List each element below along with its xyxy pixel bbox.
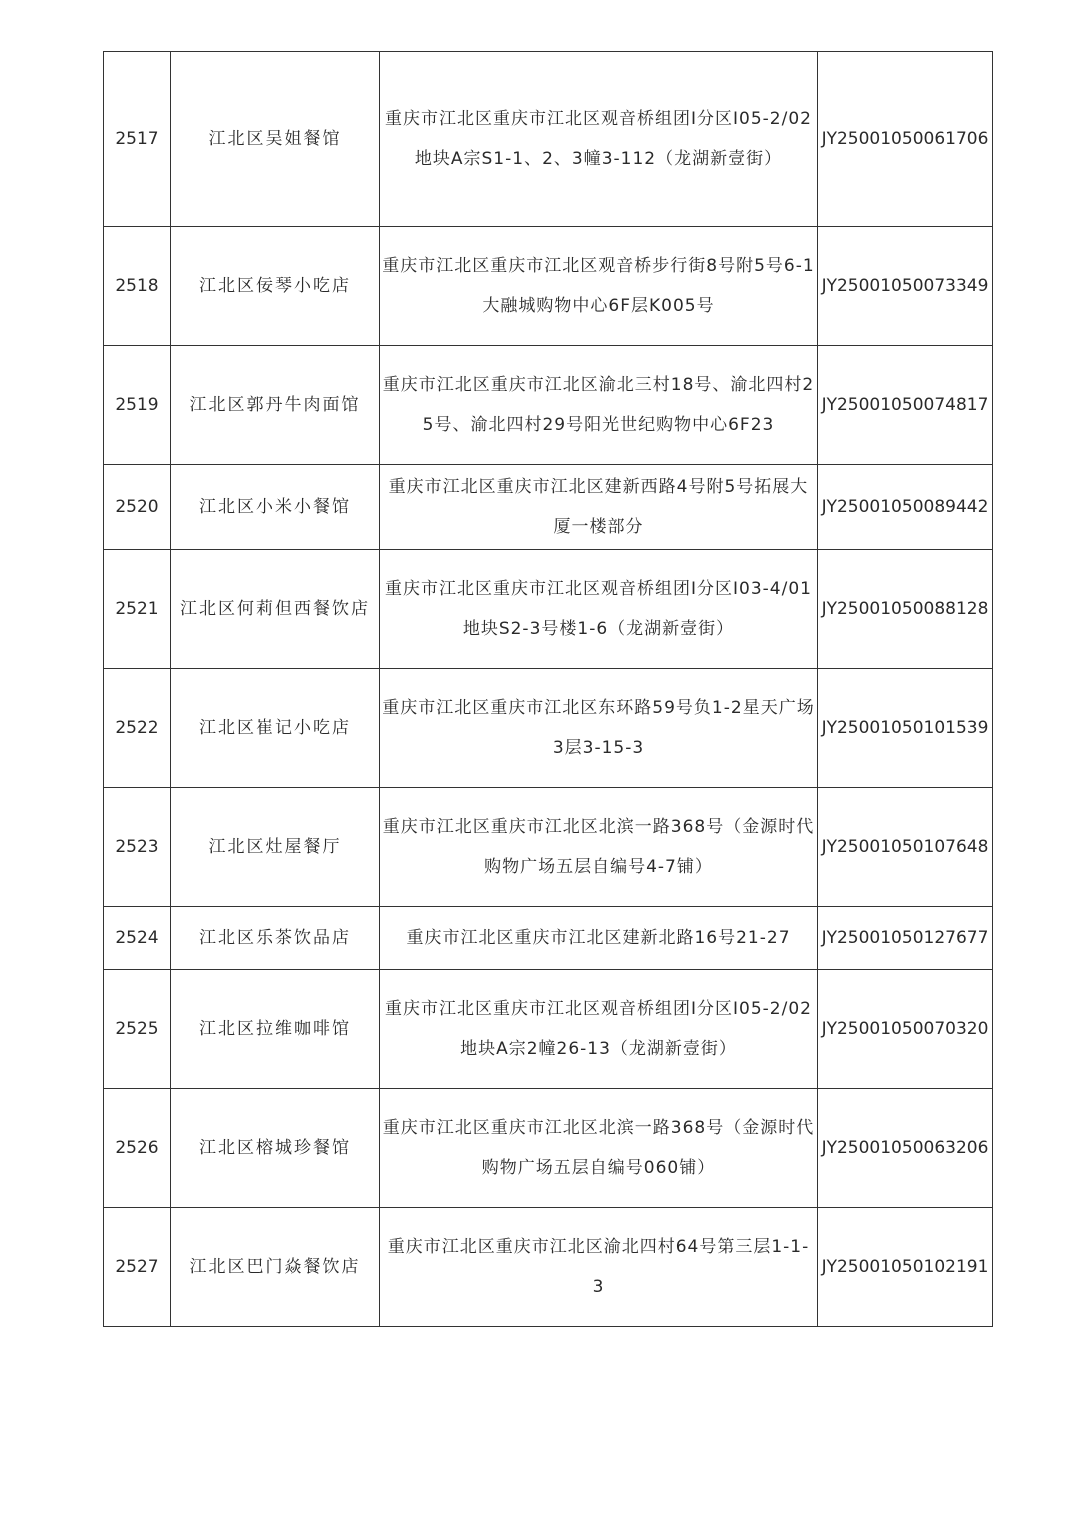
address-cell: 重庆市江北区重庆市江北区北滨一路368号（金源时代购物广场五层自编号4-7铺） [380,788,818,907]
address-cell: 重庆市江北区重庆市江北区建新北路16号21-27 [380,907,818,970]
address-cell: 重庆市江北区重庆市江北区渝北三村18号、渝北四村25号、渝北四村29号阳光世纪购物中心6F23 [380,346,818,465]
business-name-cell: 江北区佞琴小吃店 [171,227,380,346]
address-cell: 重庆市江北区重庆市江北区渝北四村64号第三层1-1-3 [380,1208,818,1327]
row-number-cell: 2521 [104,550,171,669]
license-number-cell: JY25001050070320 [818,970,993,1089]
restaurant-registry-table [103,51,993,1327]
business-name-cell: 江北区拉维咖啡馆 [171,970,380,1089]
row-number-cell: 2517 [104,52,171,227]
row-number-cell: 2527 [104,1208,171,1327]
table-row [104,907,993,970]
table-row [104,227,993,346]
license-number-cell: JY25001050073349 [818,227,993,346]
table-row [104,1208,993,1327]
row-number-cell: 2520 [104,465,171,550]
address-cell: 重庆市江北区重庆市江北区观音桥组团Ⅰ分区I05-2/02地块A宗S1-1、2、3幢3-112（龙湖新壹街） [380,52,818,227]
table-row [104,1089,993,1208]
business-name-cell: 江北区乐茶饮品店 [171,907,380,970]
row-number-cell: 2523 [104,788,171,907]
business-name-cell: 江北区灶屋餐厅 [171,788,380,907]
address-cell: 重庆市江北区重庆市江北区建新西路4号附5号拓展大厦一楼部分 [380,465,818,550]
license-number-cell: JY25001050061706 [818,52,993,227]
table-row [104,550,993,669]
address-cell: 重庆市江北区重庆市江北区观音桥组团Ⅰ分区I03-4/01地块S2-3号楼1-6（龙湖新壹街） [380,550,818,669]
address-cell: 重庆市江北区重庆市江北区观音桥组团Ⅰ分区I05-2/02地块A宗2幢26-13（龙湖新壹街） [380,970,818,1089]
table-body [104,52,993,1327]
license-number-cell: JY25001050088128 [818,550,993,669]
row-number-cell: 2518 [104,227,171,346]
license-number-cell: JY25001050127677 [818,907,993,970]
table-row [104,970,993,1089]
address-cell: 重庆市江北区重庆市江北区北滨一路368号（金源时代购物广场五层自编号060铺） [380,1089,818,1208]
row-number-cell: 2526 [104,1089,171,1208]
table-row [104,465,993,550]
business-name-cell: 江北区何莉但西餐饮店 [171,550,380,669]
row-number-cell: 2522 [104,669,171,788]
table-row [104,669,993,788]
license-number-cell: JY25001050089442 [818,465,993,550]
license-number-cell: JY25001050102191 [818,1208,993,1327]
table-row [104,788,993,907]
business-name-cell: 江北区巴门焱餐饮店 [171,1208,380,1327]
license-number-cell: JY25001050101539 [818,669,993,788]
license-number-cell: JY25001050074817 [818,346,993,465]
business-name-cell: 江北区吴姐餐馆 [171,52,380,227]
business-name-cell: 江北区郭丹牛肉面馆 [171,346,380,465]
row-number-cell: 2525 [104,970,171,1089]
table-row [104,52,993,227]
business-name-cell: 江北区崔记小吃店 [171,669,380,788]
license-number-cell: JY25001050107648 [818,788,993,907]
business-name-cell: 江北区榕城珍餐馆 [171,1089,380,1208]
address-cell: 重庆市江北区重庆市江北区东环路59号负1-2星天广场3层3-15-3 [380,669,818,788]
business-name-cell: 江北区小米小餐馆 [171,465,380,550]
table-row [104,346,993,465]
row-number-cell: 2519 [104,346,171,465]
address-cell: 重庆市江北区重庆市江北区观音桥步行街8号附5号6-1大融城购物中心6F层K005号 [380,227,818,346]
row-number-cell: 2524 [104,907,171,970]
license-number-cell: JY25001050063206 [818,1089,993,1208]
